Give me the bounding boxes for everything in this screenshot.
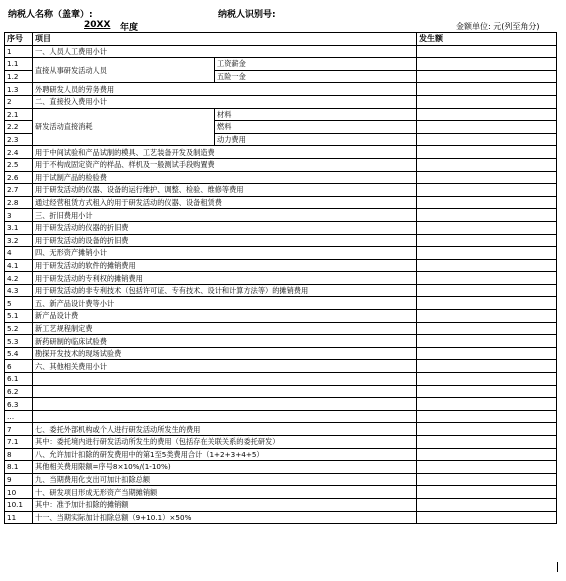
table-row: [5, 83, 557, 96]
row-seq: 4.3: [5, 284, 33, 297]
row-seq: 2.4: [5, 146, 33, 159]
amount-cell[interactable]: [417, 209, 557, 222]
amount-cell[interactable]: [417, 398, 557, 411]
row-item: 用于研发活动的仪器的折旧费: [33, 221, 417, 234]
table-row: [5, 234, 557, 247]
amount-cell[interactable]: [417, 247, 557, 260]
table-row: [5, 108, 557, 121]
amount-cell[interactable]: [417, 360, 557, 373]
table-row: [5, 184, 557, 197]
table-row: [5, 146, 557, 159]
column-amount-header: 发生额: [417, 33, 557, 46]
table-row: [5, 95, 557, 108]
amount-cell[interactable]: [417, 373, 557, 386]
table-row: [5, 448, 557, 461]
row-subitem: 材料: [215, 108, 417, 121]
amount-cell[interactable]: [417, 322, 557, 335]
table-row: [5, 322, 557, 335]
row-item[interactable]: [33, 373, 417, 386]
row-seq: 3: [5, 209, 33, 222]
row-seq: 3.2: [5, 234, 33, 247]
row-seq: 2.5: [5, 158, 33, 171]
row-item: 二、直接投入费用小计: [33, 95, 417, 108]
amount-cell[interactable]: [417, 108, 557, 121]
row-seq: 5.3: [5, 335, 33, 348]
row-seq: 1: [5, 45, 33, 58]
page-corner-mark: [557, 562, 558, 572]
amount-cell[interactable]: [417, 385, 557, 398]
row-item: 研发活动直接消耗: [33, 108, 215, 146]
row-item: 用于研发活动的专利权的摊销费用: [33, 272, 417, 285]
table-row: [5, 436, 557, 449]
amount-cell[interactable]: [417, 70, 557, 83]
row-seq: 4.2: [5, 272, 33, 285]
row-item[interactable]: [33, 385, 417, 398]
table-header-row: [5, 33, 557, 46]
row-item: 八、允许加计扣除的研发费用中的第1至5类费用合计（1+2+3+4+5）: [33, 448, 417, 461]
amount-cell[interactable]: [417, 45, 557, 58]
amount-cell[interactable]: [417, 423, 557, 436]
amount-cell[interactable]: [417, 146, 557, 159]
amount-cell[interactable]: [417, 347, 557, 360]
table-row: [5, 511, 557, 524]
row-item: 十、研发项目形成无形资产当期摊销额: [33, 486, 417, 499]
row-item: 用于研发活动的设备的折旧费: [33, 234, 417, 247]
amount-cell[interactable]: [417, 158, 557, 171]
amount-cell[interactable]: [417, 133, 557, 146]
amount-cell[interactable]: [417, 498, 557, 511]
amount-cell[interactable]: [417, 121, 557, 134]
amount-cell[interactable]: [417, 221, 557, 234]
row-seq: 10.1: [5, 498, 33, 511]
amount-cell[interactable]: [417, 95, 557, 108]
table-row: [5, 360, 557, 373]
row-item: 六、其他相关费用小计: [33, 360, 417, 373]
row-seq: 1.1: [5, 58, 33, 71]
row-seq: …: [5, 410, 33, 423]
row-seq: 1.2: [5, 70, 33, 83]
table-row: [5, 171, 557, 184]
row-seq: 6.3: [5, 398, 33, 411]
row-seq: 9: [5, 473, 33, 486]
amount-cell[interactable]: [417, 486, 557, 499]
amount-cell[interactable]: [417, 448, 557, 461]
table-row: [5, 347, 557, 360]
table-row: [5, 498, 557, 511]
table-row: [5, 385, 557, 398]
taxpayer-id-label: 纳税人识别号:: [218, 10, 276, 20]
table-row: [5, 486, 557, 499]
row-seq: 5.1: [5, 310, 33, 323]
table-row: [5, 423, 557, 436]
row-item: 勘探开发技术的现场试验费: [33, 347, 417, 360]
amount-cell[interactable]: [417, 58, 557, 71]
row-seq: 11: [5, 511, 33, 524]
row-item: 用于试制产品的检验费: [33, 171, 417, 184]
amount-cell[interactable]: [417, 284, 557, 297]
row-item: 通过经营租赁方式租入的用于研发活动的仪器、设备租赁费: [33, 196, 417, 209]
row-seq: 2.6: [5, 171, 33, 184]
table-row: [5, 158, 557, 171]
table-row: [5, 259, 557, 272]
row-item[interactable]: [33, 410, 417, 423]
row-item: 用于中间试验和产品试制的模具、工艺装备开发及制造费: [33, 146, 417, 159]
year-suffix: 年度: [120, 23, 139, 33]
table-row: [5, 247, 557, 260]
row-item: 新产品设计费: [33, 310, 417, 323]
row-subitem: 燃料: [215, 121, 417, 134]
row-item[interactable]: [33, 398, 417, 411]
table-row: [5, 196, 557, 209]
amount-cell[interactable]: [417, 410, 557, 423]
unit-note: 金额单位: 元(列至角分): [456, 22, 540, 31]
amount-cell[interactable]: [417, 234, 557, 247]
table-row: [5, 410, 557, 423]
amount-cell[interactable]: [417, 461, 557, 474]
row-subitem: 动力费用: [215, 133, 417, 146]
amount-cell[interactable]: [417, 511, 557, 524]
row-item: 其他相关费用限额=序号8×10%/(1-10%): [33, 461, 417, 474]
table-row: [5, 297, 557, 310]
row-seq: 5.2: [5, 322, 33, 335]
row-seq: 8: [5, 448, 33, 461]
row-seq: 2.3: [5, 133, 33, 146]
row-subitem: 工资薪金: [215, 58, 417, 71]
table-row: [5, 284, 557, 297]
amount-cell[interactable]: [417, 272, 557, 285]
row-item: 直接从事研发活动人员: [33, 58, 215, 83]
row-item: 用于不构成固定资产的样品、样机及一般测试手段购置费: [33, 158, 417, 171]
row-item: 七、委托外部机构或个人进行研发活动所发生的费用: [33, 423, 417, 436]
row-item: 用于研发活动的仪器、设备的运行维护、调整、检验、维修等费用: [33, 184, 417, 197]
row-item: 其中：准予加计扣除的摊销额: [33, 498, 417, 511]
row-item: 三、折旧费用小计: [33, 209, 417, 222]
table-row: [5, 221, 557, 234]
row-item: 十一、当期实际加计扣除总额（9+10.1）×50%: [33, 511, 417, 524]
row-seq: 7: [5, 423, 33, 436]
row-item: 用于研发活动的非专利技术（包括许可证、专有技术、设计和计算方法等）的摊销费用: [33, 284, 417, 297]
row-seq: 4: [5, 247, 33, 260]
amount-cell[interactable]: [417, 196, 557, 209]
table-row: [5, 58, 557, 71]
column-item-header: 项目: [33, 33, 417, 46]
row-seq: 5.4: [5, 347, 33, 360]
row-seq: 5: [5, 297, 33, 310]
rd-expense-table: [4, 32, 557, 524]
year-value: 20XX: [84, 20, 111, 30]
amount-cell[interactable]: [417, 171, 557, 184]
amount-cell[interactable]: [417, 184, 557, 197]
table-row: [5, 209, 557, 222]
row-seq: 3.1: [5, 221, 33, 234]
amount-cell[interactable]: [417, 310, 557, 323]
row-item: 九、当期费用化支出可加计扣除总额: [33, 473, 417, 486]
row-seq: 7.1: [5, 436, 33, 449]
row-item: 新药研制的临床试验费: [33, 335, 417, 348]
taxpayer-name-label: 纳税人名称（盖章）:: [8, 10, 93, 20]
row-item: 外聘研发人员的劳务费用: [33, 83, 417, 96]
row-item: 五、新产品设计费等小计: [33, 297, 417, 310]
row-item: 用于研发活动的软件的摊销费用: [33, 259, 417, 272]
row-seq: 2.1: [5, 108, 33, 121]
row-seq: 2.8: [5, 196, 33, 209]
row-seq: 8.1: [5, 461, 33, 474]
row-item: 一、人员人工费用小计: [33, 45, 417, 58]
row-seq: 2: [5, 95, 33, 108]
amount-cell[interactable]: [417, 473, 557, 486]
table-row: [5, 373, 557, 386]
amount-cell[interactable]: [417, 297, 557, 310]
amount-cell[interactable]: [417, 259, 557, 272]
row-seq: 2.2: [5, 121, 33, 134]
row-seq: 6.1: [5, 373, 33, 386]
row-item: 新工艺规程制定费: [33, 322, 417, 335]
row-seq: 10: [5, 486, 33, 499]
table-row: [5, 45, 557, 58]
row-seq: 6: [5, 360, 33, 373]
column-seq-header: 序号: [5, 33, 33, 46]
table-row: [5, 272, 557, 285]
row-seq: 2.7: [5, 184, 33, 197]
row-seq: 1.3: [5, 83, 33, 96]
row-item: 四、无形资产摊销小计: [33, 247, 417, 260]
amount-cell[interactable]: [417, 83, 557, 96]
table-row: [5, 310, 557, 323]
row-seq: 4.1: [5, 259, 33, 272]
amount-cell[interactable]: [417, 436, 557, 449]
table-row: [5, 335, 557, 348]
table-row: [5, 398, 557, 411]
table-row: [5, 461, 557, 474]
row-subitem: 五险一金: [215, 70, 417, 83]
table-row: [5, 473, 557, 486]
amount-cell[interactable]: [417, 335, 557, 348]
row-seq: 6.2: [5, 385, 33, 398]
row-item: 其中：委托境内进行研发活动所发生的费用（包括存在关联关系的委托研发）: [33, 436, 417, 449]
